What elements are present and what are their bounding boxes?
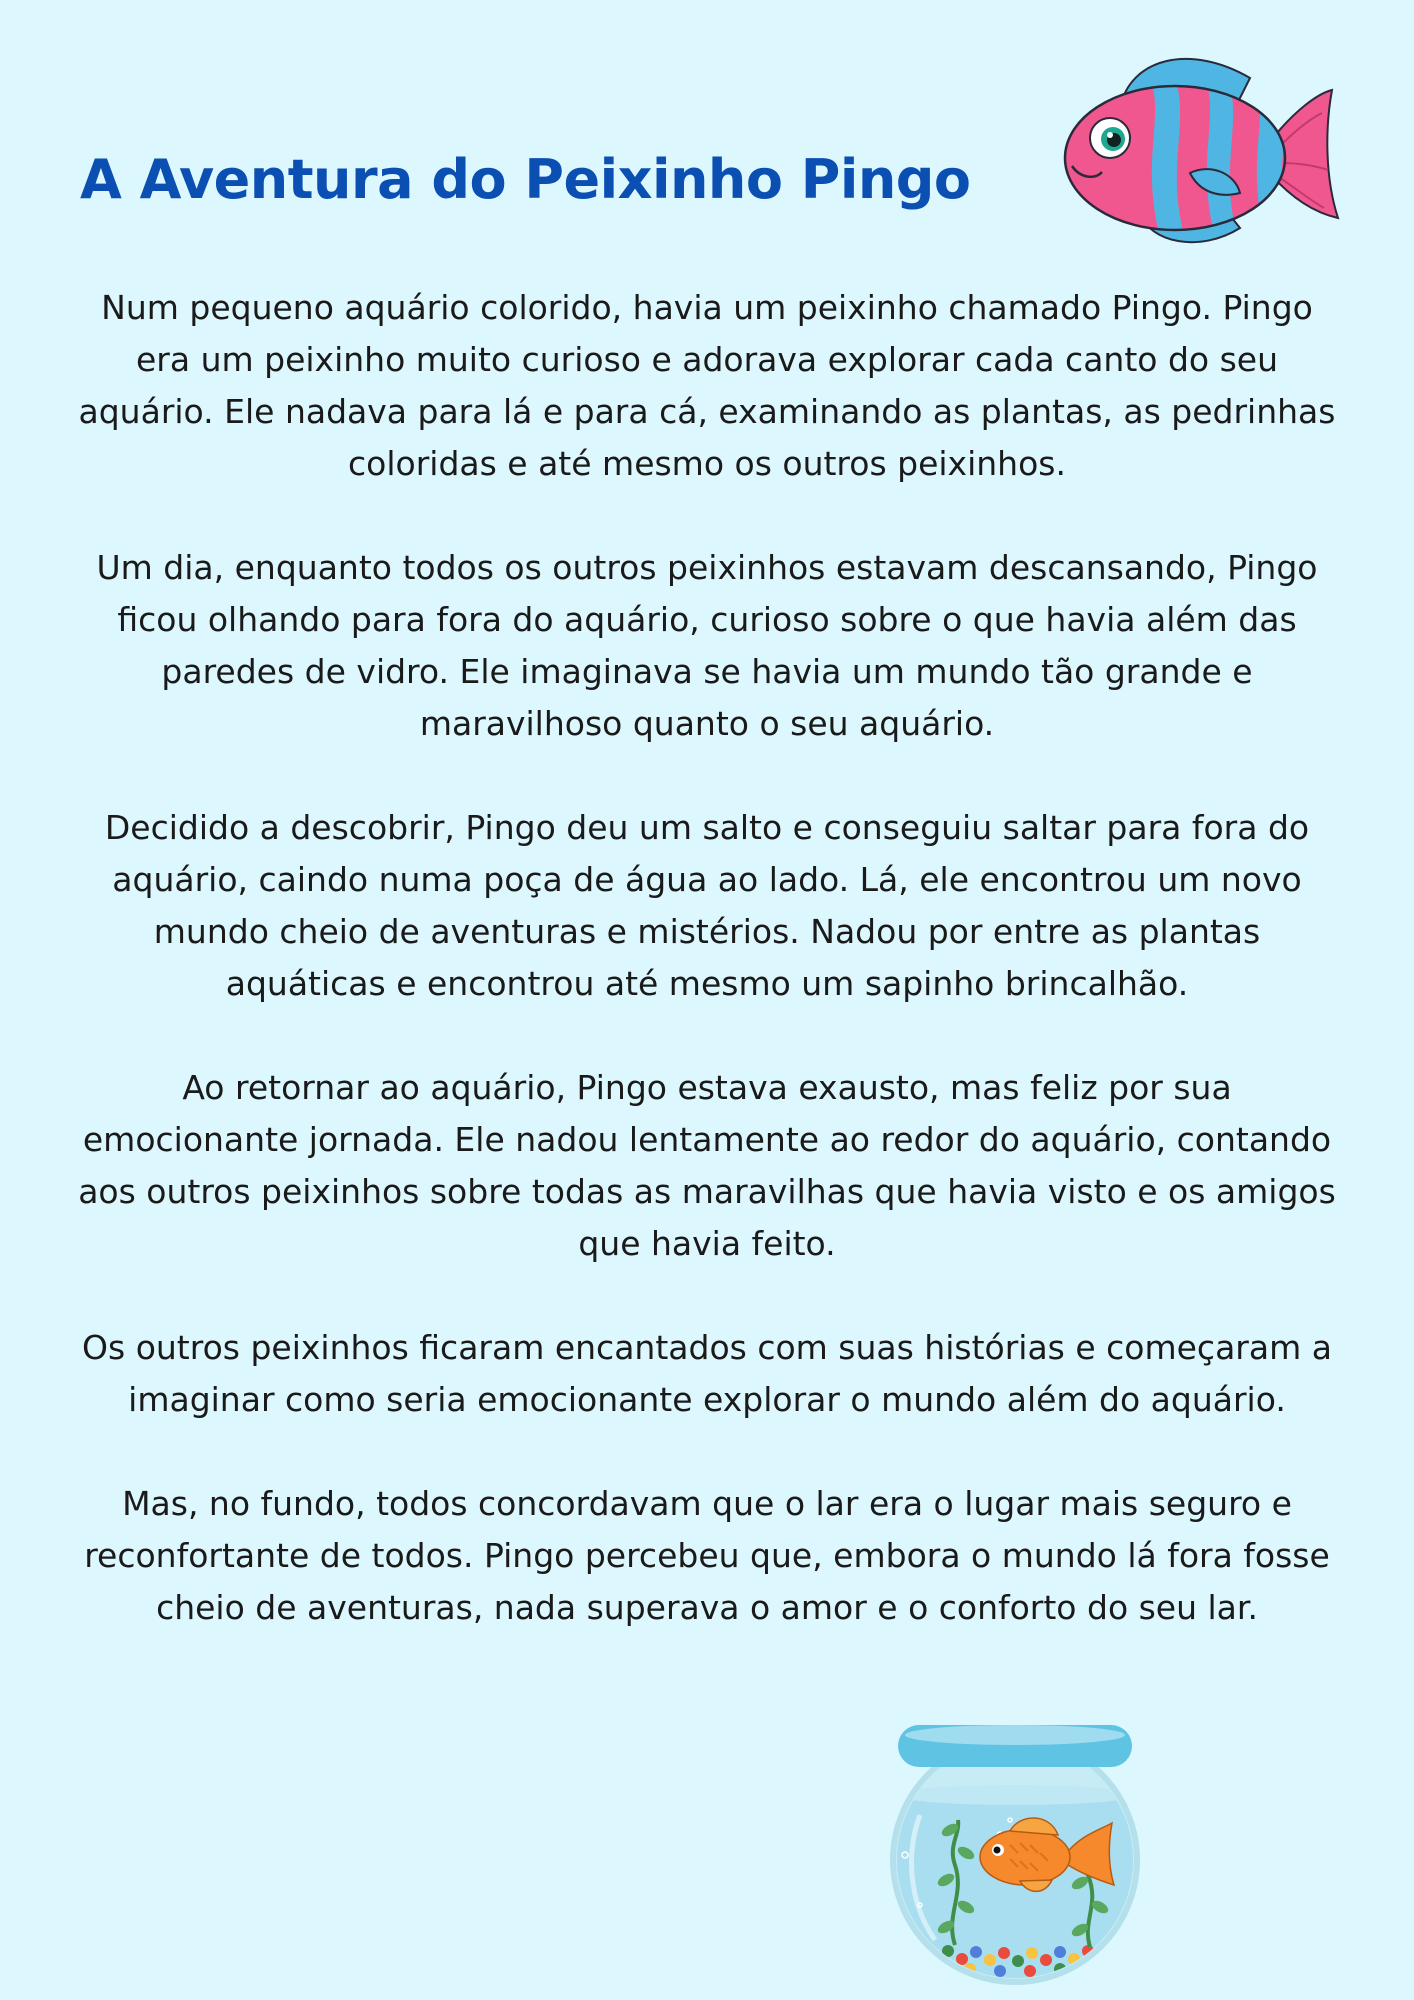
story-paragraph-5: Os outros peixinhos ficaram encantados com suas histórias e começaram a imaginar como seria emocionante explorar o mundo além do aquário. [82, 1328, 1332, 1419]
striped-fish-icon [1040, 38, 1340, 263]
story-text [70, 282, 1344, 1634]
fishbowl-icon [860, 1695, 1170, 1985]
story-paragraph-1: Num pequeno aquário colorido, havia um peixinho chamado Pingo. Pingo era um peixinho muito curioso e adorava explorar cada canto do seu aquário. Ele nadava para lá e para cá, examinando as plantas, as pedrinhas coloridas e até mesmo os outros peixinhos. [78, 288, 1336, 483]
story-paragraph-6: Mas, no fundo, todos concordavam que o lar era o lugar mais seguro e reconfortante de todos. Pingo percebeu que, embora o mundo lá fora fosse cheio de aventuras, nada superava o amor e o conforto do seu lar. [84, 1484, 1330, 1627]
story-paragraph-4: Ao retornar ao aquário, Pingo estava exausto, mas feliz por sua emocionante jornada. Ele nadou lentamente ao redor do aquário, contando aos outros peixinhos sobre todas as maravilhas que havia visto e os amigos que havia feito. [78, 1068, 1336, 1263]
page-title: A Aventura do Peixinho Pingo [80, 148, 971, 211]
story-paragraph-3: Decidido a descobrir, Pingo deu um salto e conseguiu saltar para fora do aquário, caindo numa poça de água ao lado. Lá, ele encontrou um novo mundo cheio de aventuras e mistérios. Nadou por entre as plantas aquáticas e encontrou até mesmo um sapinho brincalhão. [104, 808, 1310, 1003]
story-paragraph-2: Um dia, enquanto todos os outros peixinhos estavam descansando, Pingo ficou olhando para fora do aquário, curioso sobre o que havia além das paredes de vidro. Ele imaginava se havia um mundo tão grande e maravilhoso quanto o seu aquário. [96, 548, 1318, 743]
